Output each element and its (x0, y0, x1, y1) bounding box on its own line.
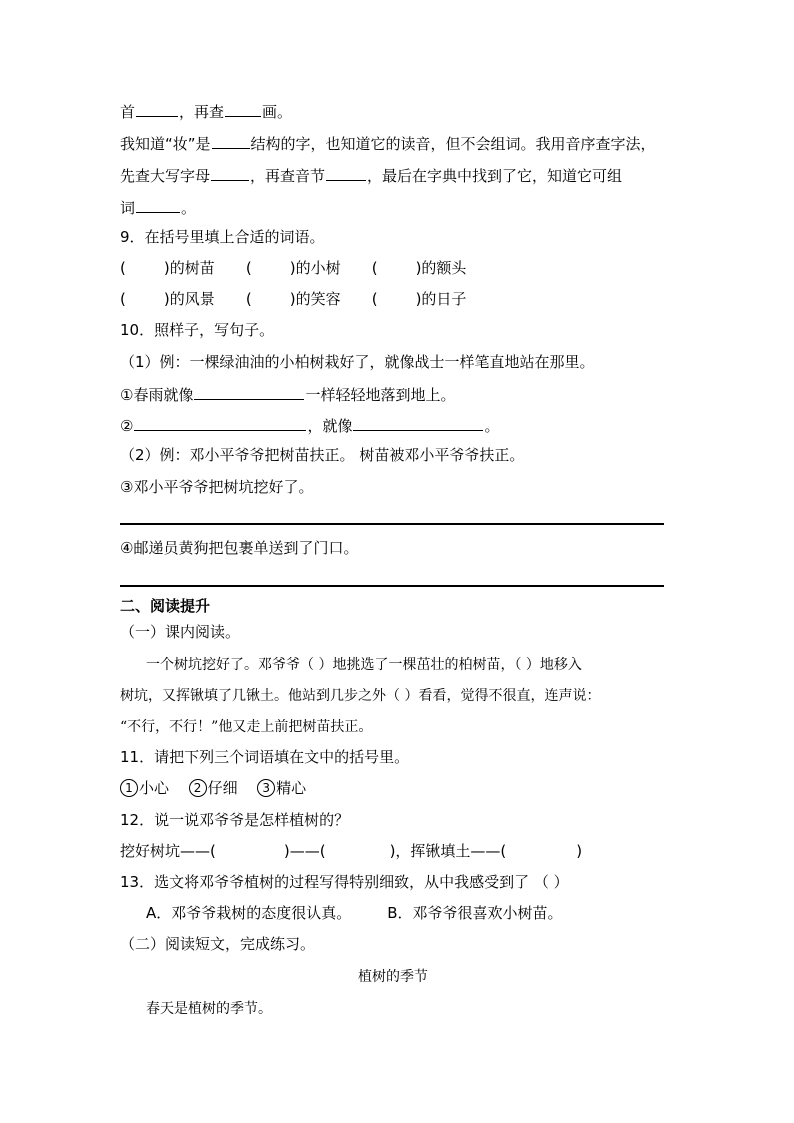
q9-title: 9．在括号里填上合适的词语。 (120, 228, 325, 246)
blank[interactable] (211, 164, 249, 181)
q10-title: 10．照样子，写句子。 (120, 321, 275, 339)
q12-answer-row: 挖好树坑——( )——( )，挥锹填土——( ) (120, 842, 583, 860)
subsection-title-2: （二）阅读短文，完成练习。 (120, 935, 316, 953)
q9-row-1: ( )的树苗 ( )的小树 ( )的额头 (120, 259, 467, 277)
answer-line-3[interactable] (120, 523, 664, 525)
passage-line-3: “不行，不行！”他又走上前把树苗扶正。 (120, 719, 373, 735)
q8-line-1: 首 ，再查 画。 (120, 100, 292, 122)
blank[interactable] (225, 100, 261, 117)
blank[interactable] (136, 100, 178, 117)
q13-options (146, 903, 563, 923)
q13-option-b[interactable]: B．邓爷爷很喜欢小树苗。 (387, 904, 563, 922)
q8-line-2: 我知道“妆”是 结构的字，也知道它的读音，但不会组词。我用音序查字法， (120, 132, 656, 154)
passage-line-1: 一个树坑挖好了。邓爷爷（ ）地挑选了一棵茁壮的柏树苗，（ ）地移入 (146, 657, 582, 673)
blank[interactable] (326, 164, 366, 181)
blank[interactable] (353, 414, 483, 431)
article-title: 植树的季节 (358, 969, 428, 985)
q10-sentence-4: ④邮递员黄狗把包裹单送到了门口。 (120, 539, 359, 557)
q10-sentence-1: ①春雨就像 一样轻轻地落到地上。 (120, 383, 455, 405)
q11-options: 1 小心 2 仔细 3 精心 (120, 778, 306, 798)
q8-line-3: 先查大写字母 ，再查音节 ，最后在字典中找到了它，知道它可组 (120, 164, 622, 186)
q10-example-2: （2）例：邓小平爷爷把树苗扶正。 树苗被邓小平爷爷扶正。 (120, 446, 525, 464)
article-first-line: 春天是植树的季节。 (146, 1001, 272, 1017)
q12-title: 12．说一说邓爷爷是怎样植树的？ (120, 811, 350, 829)
blank[interactable] (194, 383, 304, 400)
circled-number: 2 (189, 779, 207, 797)
blank[interactable] (212, 132, 250, 149)
circled-number: 1 (120, 779, 138, 797)
q9-row-2: ( )的风景 ( )的笑容 ( )的日子 (120, 290, 467, 308)
blank[interactable] (136, 196, 180, 213)
subsection-title-1: （一）课内阅读。 (120, 623, 241, 641)
q13-option-a[interactable]: A．邓爷爷栽树的态度很认真。 (146, 904, 352, 922)
q10-sentence-2: ② ，就像 。 (120, 414, 499, 436)
q11-title: 11．请把下列三个词语填在文中的括号里。 (120, 748, 410, 766)
section-title: 二、阅读提升 (120, 597, 211, 615)
q10-example-1: （1）例：一棵绿油油的小柏树栽好了，就像战士一样笔直地站在那里。 (120, 353, 595, 371)
q13-title: 13．选文将邓爷爷植树的过程写得特别细致，从中我感受到了 （ ） (120, 873, 569, 891)
q8-line-4: 词 。 (120, 196, 196, 218)
circled-number: 3 (257, 779, 275, 797)
answer-line-4[interactable] (120, 585, 664, 587)
q10-sentence-3: ③邓小平爷爷把树坑挖好了。 (120, 478, 314, 496)
blank[interactable] (134, 414, 306, 431)
passage-line-2: 树坑，又挥锹填了几锹土。他站到几步之外（ ）看看，觉得不很直，连声说： (120, 688, 601, 704)
